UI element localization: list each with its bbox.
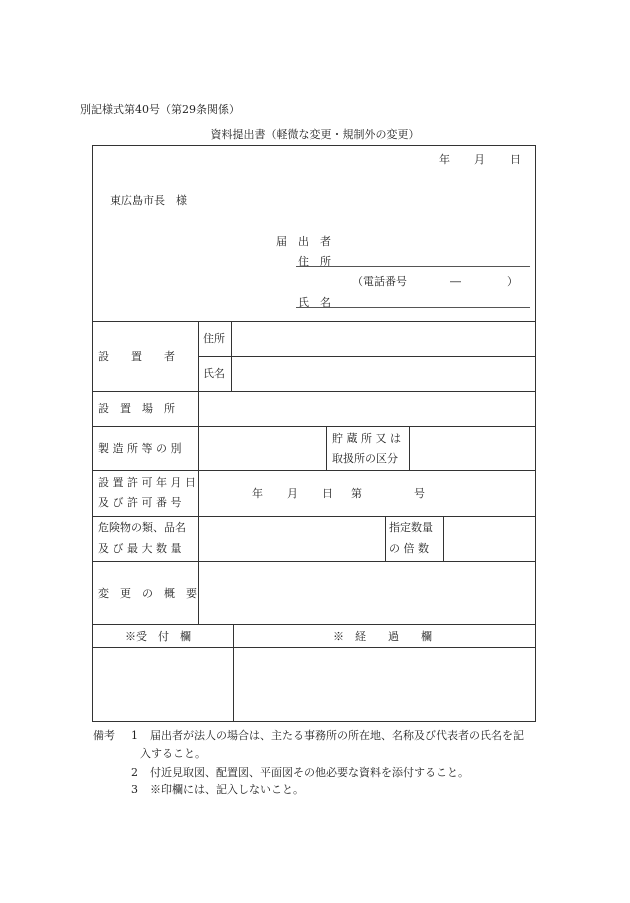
permit-label-line1: 設 置 許 可 年 月 日 xyxy=(98,476,196,489)
address-label: 住 所 xyxy=(298,255,331,268)
designated-qty-line2: の 倍 数 xyxy=(389,542,429,555)
note-2-line1: 付近見取図、配置図、平面図その他必要な資料を添付すること。 xyxy=(150,766,469,779)
addressee: 東広島市長 様 xyxy=(110,194,187,207)
storage-label-line2: 取扱所の区分 xyxy=(332,452,398,465)
note-3-line1: ※印欄には、記入しないこと。 xyxy=(150,783,304,796)
permit-no-suffix: 号 xyxy=(414,487,425,500)
name-field-line[interactable] xyxy=(296,307,530,308)
hazmat-label-line1: 危険物の類、品名 xyxy=(98,521,186,534)
progress-box xyxy=(234,648,535,721)
form-number: 別記様式第40号（第29条関係） xyxy=(80,103,240,116)
installer-name-input[interactable] xyxy=(232,357,535,390)
note-1-number: 1 xyxy=(131,729,138,742)
location-label: 設 置 場 所 xyxy=(98,402,175,415)
storage-input[interactable] xyxy=(410,427,535,469)
note-3-number: 3 xyxy=(131,783,138,796)
note-1-line1: 届出者が法人の場合は、主たる事務所の所在地、名称及び代表者の氏名を記 xyxy=(150,729,524,742)
reception-label: ※受 付 欄 xyxy=(125,630,191,643)
notifier-label: 届 出 者 xyxy=(276,235,331,248)
change-summary-label: 変 更 の 概 要 xyxy=(98,587,197,600)
form-title: 資料提出書（軽微な変更・規制外の変更） xyxy=(210,128,420,141)
name-label: 氏 名 xyxy=(298,296,331,309)
facility-type-label: 製 造 所 等 の 別 xyxy=(98,442,182,455)
installer-name-label: 氏名 xyxy=(203,367,225,380)
installer-address-label: 住所 xyxy=(203,332,225,345)
address-field-line[interactable] xyxy=(296,266,530,267)
designated-qty-input[interactable] xyxy=(444,517,535,560)
hazmat-label-line2: 及 び 最 大 数 量 xyxy=(98,542,182,555)
date-month: 月 xyxy=(474,153,485,166)
installer-address-input[interactable] xyxy=(232,322,535,355)
permit-label-line2: 及 び 許 可 番 号 xyxy=(98,496,182,509)
reception-box xyxy=(93,648,232,721)
phone-dash: ― xyxy=(450,275,461,288)
phone-open: （電話番号 xyxy=(352,275,407,288)
date-year: 年 xyxy=(439,153,450,166)
installer-label: 設 置 者 xyxy=(98,350,175,363)
facility-type-input[interactable] xyxy=(199,427,325,469)
phone-close: ） xyxy=(507,275,518,288)
permit-no-prefix: 第 xyxy=(351,487,362,500)
location-input[interactable] xyxy=(199,392,535,425)
designated-qty-line1: 指定数量 xyxy=(389,521,433,534)
progress-label: ※ 経 過 欄 xyxy=(333,630,432,643)
permit-day: 日 xyxy=(322,487,333,500)
notes-heading: 備考 xyxy=(93,729,115,742)
change-summary-input[interactable] xyxy=(199,562,535,623)
storage-label-line1: 貯 蔵 所 又 は xyxy=(332,432,401,445)
permit-month: 月 xyxy=(287,487,298,500)
note-1-line2: 入すること。 xyxy=(140,747,206,760)
date-day: 日 xyxy=(510,153,521,166)
hazmat-input[interactable] xyxy=(199,517,384,560)
permit-year: 年 xyxy=(252,487,263,500)
note-2-number: 2 xyxy=(131,766,138,779)
